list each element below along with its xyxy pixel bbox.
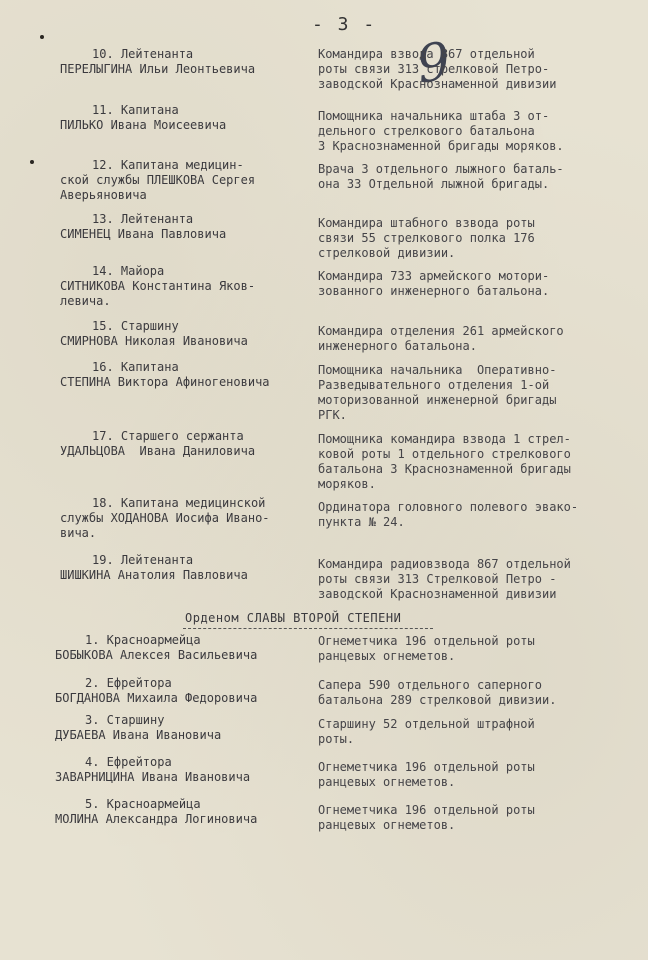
entry-name: службы ХОДАНОВА Иосифа Ивано- [60,511,270,525]
entry-position: ковой роты 1 отдельного стрелкового [318,447,571,461]
entry-position: Помощника начальника штаба 3 от- [318,109,550,123]
entry-position: Врача 3 отдельного лыжного баталь- [318,162,564,176]
entry-position: 3 Краснознаменной бригады моряков. [318,139,564,153]
entry-position: роты. [318,732,355,746]
entry-name: УДАЛЬЦОВА Ивана Даниловича [60,444,256,458]
entry-position: заводской Краснознаменной дивизии [318,587,557,601]
entry-position: Сапера 590 отдельного саперного [318,678,542,692]
entry-position: инженерного батальона. [318,339,477,353]
entry-position: Огнеметчика 196 отдельной роты [318,803,535,817]
entry-position: батальона 3 Краснознаменной бригады [318,462,571,476]
entry-name: СИТНИКОВА Константина Яков- [60,279,256,293]
entry-name: СМИРНОВА Николая Ивановича [60,334,248,348]
entry-rank: 13. Лейтенанта [92,212,194,226]
entry-rank: 15. Старшину [92,319,179,333]
handwritten-mark: 9 [413,31,455,96]
entry-rank: 18. Капитана медицинской [92,496,266,510]
entry-name: Аверьяновича [60,188,147,202]
entry-rank: 17. Старшего сержанта [92,429,244,443]
entry-position: РГК. [318,408,347,422]
entry-position: моторизованной инженерной бригады [318,393,557,407]
entry-name: ПЕРЕЛЫГИНА Ильи Леонтьевича [60,62,256,76]
entry-rank: 4. Ефрейтора [85,755,172,769]
entry-name: ПИЛЬКО Ивана Моисеевича [60,118,227,132]
entry-position: батальона 289 стрелковой дивизии. [318,693,557,707]
entry-position: Старшину 52 отдельной штрафной [318,717,535,731]
entry-name: МОЛИНА Александра Логиновича [55,812,258,826]
entry-position: Разведывательного отделения 1-ой [318,378,550,392]
entry-position: Командира отделения 261 армейского [318,324,564,338]
entry-position: Ординатора головного полевого эвако- [318,500,579,514]
entry-position: Командира 733 армейского мотори- [318,269,550,283]
entry-position: моряков. [318,477,376,491]
entry-rank: 16. Капитана [92,360,179,374]
entry-rank: 2. Ефрейтора [85,676,172,690]
entry-rank: 1. Красноармейца [85,633,201,647]
entry-rank: 5. Красноармейца [85,797,201,811]
entry-position: дельного стрелкового батальона [318,124,535,138]
entry-position: Командира штабного взвода роты [318,216,535,230]
entry-name: ШИШКИНА Анатолия Павловича [60,568,248,582]
entry-name: ДУБАЕВА Ивана Ивановича [55,728,222,742]
entry-position: заводской Краснознаменной дивизии [318,77,557,91]
entry-position: Командира взвода 867 отдельной [318,47,535,61]
entry-name: вича. [60,526,97,540]
entry-rank: 14. Майора [92,264,165,278]
entry-position: ранцевых огнеметов. [318,775,456,789]
entry-position: ранцевых огнеметов. [318,649,456,663]
entry-position: роты связи 313 Стрелковой Петро - [318,572,557,586]
entry-rank: 19. Лейтенанта [92,553,194,567]
entry-position: Помощника командира взвода 1 стрел- [318,432,571,446]
entry-position: Огнеметчика 196 отдельной роты [318,634,535,648]
entry-rank: 11. Капитана [92,103,179,117]
entry-position: Огнеметчика 196 отдельной роты [318,760,535,774]
entry-position: Помощника начальника Оперативно- [318,363,557,377]
entry-name: БОГДАНОВА Михаила Федоровича [55,691,258,705]
entry-rank: 10. Лейтенанта [92,47,194,61]
punch-hole [30,160,34,164]
entry-name: БОБЫКОВА Алексея Васильевича [55,648,258,662]
page-number: - 3 - [312,14,377,35]
entry-rank: 12. Капитана медицин- [92,158,244,172]
entry-position: ранцевых огнеметов. [318,818,456,832]
entry-position: зованного инженерного батальона. [318,284,550,298]
heading-underline [183,628,433,629]
entry-name: левича. [60,294,111,308]
entry-position: роты связи 313 стрелковой Петро- [318,62,550,76]
entry-name: СТЕПИНА Виктора Афиногеновича [60,375,270,389]
entry-position: связи 55 стрелкового полка 176 [318,231,535,245]
entry-position: пункта № 24. [318,515,405,529]
section-heading: Орденом СЛАВЫ ВТОРОЙ СТЕПЕНИ [185,611,402,625]
entry-position: стрелковой дивизии. [318,246,456,260]
entry-position: она 33 Отдельной лыжной бригады. [318,177,550,191]
entry-position: Командира радиовзвода 867 отдельной [318,557,571,571]
punch-hole [40,35,44,39]
entry-name: ской службы ПЛЕШКОВА Сергея [60,173,256,187]
entry-name: СИМЕНЕЦ Ивана Павловича [60,227,227,241]
entry-name: ЗАВАРНИЦИНА Ивана Ивановича [55,770,251,784]
entry-rank: 3. Старшину [85,713,165,727]
